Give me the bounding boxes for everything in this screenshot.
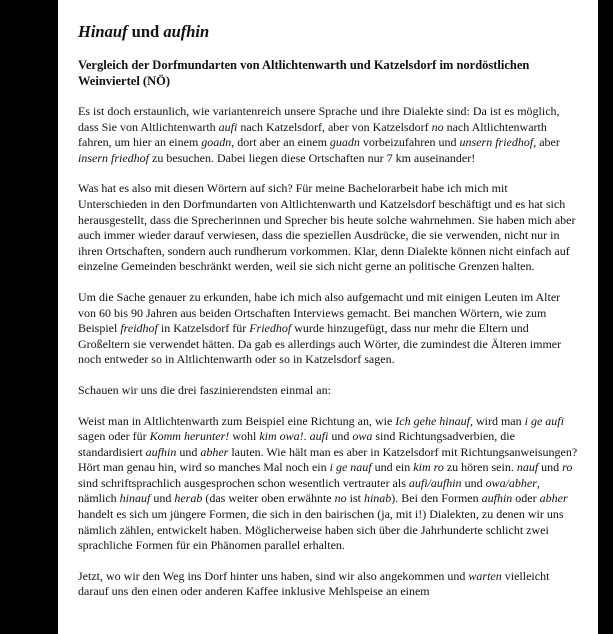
text-run: in Katzelsdorf für [157, 321, 250, 336]
italic-term: kim owa! [259, 429, 304, 444]
text-run: handelt es sich um jüngere Formen, die sich in den bairischen (ja, mit i!) Dialekten, zu denen wir uns nämlich zählen, entwickelt haben. Möglicherweise haben sich über die Jahrhunderte schlicht zwei sprachliche Formen für ein Phänomen parallel erhalten. [78, 507, 564, 553]
text-run: , wird man [469, 413, 525, 428]
italic-term: nauf [516, 460, 539, 475]
text-run: Jetzt, wo wir den Weg ins Dorf hinter uns haben, sind wir also angekommen und [78, 568, 469, 583]
paragraph [78, 181, 578, 275]
text-run: vorbeizufahren und [359, 135, 460, 150]
text-run: und [150, 491, 175, 506]
text-run: zu besuchen. Dabei liegen diese Ortschaften nur 7 km auseinander! [149, 150, 476, 165]
italic-term: aufhin [145, 444, 177, 459]
italic-term: unsern friedhof [459, 135, 534, 150]
italic-term: aufhin [481, 491, 513, 506]
italic-term: aufi/aufhin [408, 475, 462, 490]
text-run: Weist man in Altlichtenwarth zum Beispiel eine Richtung an, wie [78, 413, 396, 428]
text-run: sagen oder für [78, 429, 150, 444]
document-page [58, 0, 598, 634]
italic-term: no [431, 119, 444, 134]
text-run: und [461, 475, 486, 490]
text-run: ist [346, 491, 364, 506]
italic-term: abher [539, 491, 568, 506]
italic-term: Ich gehe hinauf [395, 413, 470, 428]
paragraph [78, 383, 578, 399]
document-subtitle: Vergleich der Dorfmundarten von Altlichtenwarth und Katzelsdorf im nordöstlichen Weinviertel (NÖ) [78, 58, 530, 88]
text-run: Was hat es also mit diesen Wörtern auf sich? Für meine Bachelorarbeit habe ich mich mit Unterschieden in den Dorfmundarten von Altlichtenwarth und Katzelsdorf beschäftigt und es hat sich herausgestellt, dass die Sprecherinnen und Sprecher bis heute solche wahrnehmen. Sie haben mich aber auch immer wieder darauf verwiesen, dass die speziellen Ausdrücke, die sie verwenden, nicht nur in ihren Ortschaften, sondern auch rundherum vorkommen. Klar, denn Dialekte können nicht einfach auf einzelne Gemeinden beschränkt werden, weil sie sich nicht gerne an politische Grenzen halten. [78, 181, 576, 274]
text-run: nach Katzelsdorf, aber von Katzelsdorf [237, 119, 432, 134]
text-run: wurde hinzugefügt, dass nur mehr die Eltern und Großeltern sie verwendet hätten. Da gab es allerdings auch Wörter, die zumindest die Älteren immer noch entweder so in Altlichtenwarth oder so in Katzelsdorf sagen. [78, 321, 562, 367]
title-aufhin: aufhin [163, 22, 210, 41]
text-run: . [303, 429, 310, 444]
italic-term: owa/abher [485, 475, 537, 490]
text-run: , aber [533, 135, 560, 150]
text-run: wohl [229, 429, 260, 444]
italic-term: hinauf [119, 491, 151, 506]
text-run: Es ist doch erstaunlich, wie variantenreich unsere Sprache und ihre Dialekte sind: Da ist es möglich, dass Sie von Altlichtenwarth [78, 104, 560, 134]
text-run: lauten. Wie hält man es aber in Katzelsdorf mit Richtungsanweisungen? Hört man genau hin, wird so manches Mal noch ein [78, 444, 578, 475]
italic-term: herab [174, 491, 203, 506]
italic-term: warten [468, 568, 502, 583]
italic-term: freidhof [120, 321, 158, 336]
text-run: und [176, 444, 201, 459]
text-run: , nämlich [78, 475, 540, 506]
paragraph [78, 104, 578, 166]
paragraph [78, 290, 578, 368]
italic-term: Friedhof [249, 321, 292, 336]
text-run: Um die Sache genauer zu erkunden, habe ich mich also aufgemacht und mit einigen Leuten im Alter von 60 bis 90 Jahren aus beiden Ortschaften Interviews gemacht. Bei manchen Wörtern, wie zum Beispiel [78, 289, 561, 336]
italic-term: no [334, 491, 347, 506]
italic-term: aufi [218, 119, 238, 134]
text-run: ). Bei den Formen [391, 491, 482, 506]
text-run: und [328, 429, 353, 444]
title-und: und [127, 22, 164, 41]
document-title [78, 22, 578, 42]
text-run: Schauen wir uns die drei faszinierendsten einmal an: [78, 382, 331, 397]
document-body [78, 104, 578, 600]
italic-term: goadn [201, 135, 232, 150]
italic-term: i ge nauf [329, 460, 372, 475]
italic-term: guadn [329, 135, 360, 150]
text-run: vielleicht darauf uns den einen oder anderen Kaffee inklusive Mehlspeise an einem [78, 568, 550, 599]
italic-term: ro [562, 460, 573, 475]
italic-term: hinab [363, 491, 392, 506]
italic-term: owa [352, 429, 373, 444]
text-run: , dort aber an einem [231, 135, 330, 150]
text-run: (das weiter oben erwähnte [202, 491, 335, 506]
text-run: nach Altlichtenwarth fahren, um hier an einem [78, 119, 547, 150]
title-hinauf: Hinauf [78, 22, 128, 41]
italic-term: abher [200, 444, 229, 459]
italic-term: aufi [309, 429, 329, 444]
italic-term: kim ro [413, 460, 444, 475]
text-run: zu hören sein. [443, 460, 517, 475]
italic-term: insern friedhof [78, 150, 149, 165]
text-run: und [538, 460, 563, 475]
text-run: oder [512, 491, 540, 506]
text-run: sind Richtungsadverbien, die standardisiert [78, 429, 515, 459]
italic-term: i ge aufi [524, 413, 564, 428]
italic-term: Komm herunter! [149, 429, 230, 444]
text-run: sind schriftsprachlich ausgesprochen schon wesentlich vertrauter als [78, 475, 409, 490]
text-run: und ein [371, 460, 414, 475]
paragraph [78, 414, 578, 554]
paragraph [78, 569, 578, 600]
